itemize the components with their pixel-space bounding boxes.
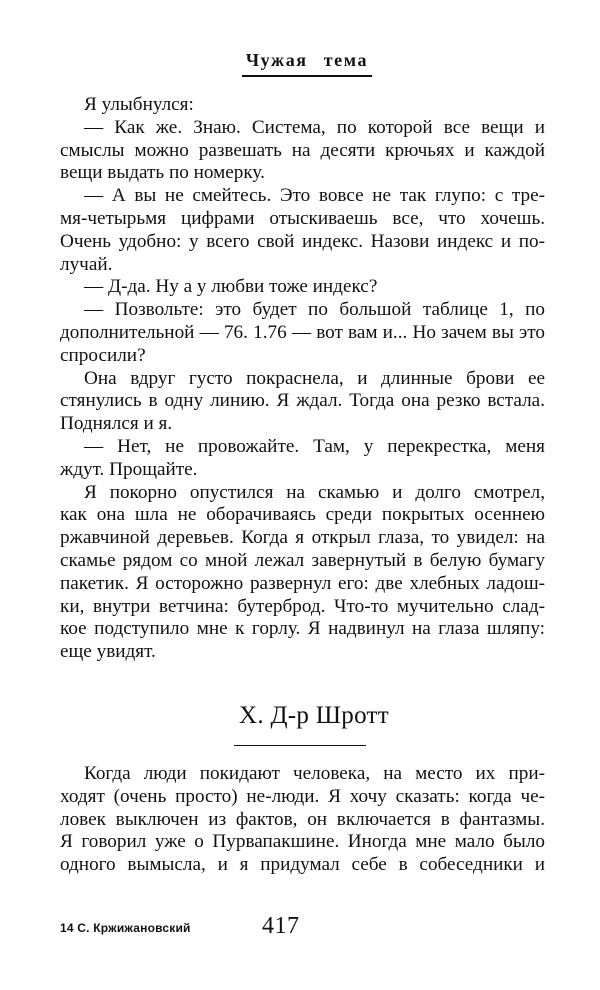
text-line: Поднялся и я. xyxy=(60,413,173,435)
text-line: ки, внутри ветчина: бутерброд. Что-то мучительно слад- xyxy=(60,595,545,617)
text-line: кое подступило мне к горлу. Я надвинул на глаза шляпу: xyxy=(60,618,545,640)
running-head-title: Чужая тема xyxy=(242,50,372,77)
main-text-block xyxy=(60,94,545,664)
text-line: ходят (очень просто) не-люди. Я хочу сказать: когда че- xyxy=(60,785,545,807)
text-line: скамье рядом со мной лежал завернутый в белую бумагу xyxy=(60,549,545,571)
text-line: вещи выдать по номерку. xyxy=(60,162,265,184)
text-line: стянулись в одну линию. Я ждал. Тогда она резко встала. xyxy=(60,390,545,412)
text-line: ждут. Прощайте. xyxy=(60,458,198,480)
text-line: лучай. xyxy=(60,253,113,275)
text-line: — Позвольте: это будет по большой таблице 1, по xyxy=(84,299,545,321)
page-footer xyxy=(0,913,600,943)
text-line: Я улыбнулся: xyxy=(84,94,194,115)
running-head xyxy=(0,50,600,77)
text-line: ржавчиной деревьев. Когда я открыл глаза, то увидел: на xyxy=(60,527,545,549)
text-line: — Как же. Знаю. Система, по которой все вещи и xyxy=(84,116,545,138)
text-line: — Нет, не провожайте. Там, у перекрестка, меня xyxy=(84,435,545,457)
footer-signature: 14 С. Кржижановский xyxy=(60,921,191,935)
text-line: мя-четырьмя цифрами отыскиваешь все, что хочешь. xyxy=(60,207,545,229)
section-title: Х. Д-р Шротт xyxy=(238,702,390,729)
text-line: — Д-да. Ну а у любви тоже индекс? xyxy=(84,276,378,298)
section-text-block xyxy=(60,763,545,877)
text-line: спросили? xyxy=(60,344,146,366)
text-line: Я говорил уже о Пурвапакшине. Иногда мне мало было xyxy=(60,831,545,853)
text-line: пакетик. Я осторожно развернул его: две хлебных ладош- xyxy=(60,572,545,594)
text-line: как она шла не оборачиваясь среди покрытых осеннею xyxy=(60,504,545,526)
text-line: Когда люди покидают человека, на место их при- xyxy=(84,763,545,784)
text-line: ловек выключен из фактов, он включается в фантазмы. xyxy=(60,808,545,830)
text-line: Она вдруг густо покраснела, и длинные брови ее xyxy=(84,367,545,389)
page-number: 417 xyxy=(262,913,300,939)
text-line: дополнительной — 76. 1.76 — вот вам и... Но зачем вы это xyxy=(60,321,545,343)
text-line: одного вымысла, и я придумал себе в собеседники и xyxy=(60,854,545,876)
text-line: еще увидят. xyxy=(60,641,156,663)
text-line: Я покорно опустился на скамью и долго смотрел, xyxy=(84,481,545,503)
section-divider xyxy=(234,745,366,746)
text-line: Очень удобно: у всего свой индекс. Назови индекс и по- xyxy=(60,230,545,252)
text-line: — А вы не смейтесь. Это вовсе не так глупо: с тре- xyxy=(84,185,545,207)
text-line: смыслы можно развешать на десяти крючьях и каждой xyxy=(60,139,545,161)
